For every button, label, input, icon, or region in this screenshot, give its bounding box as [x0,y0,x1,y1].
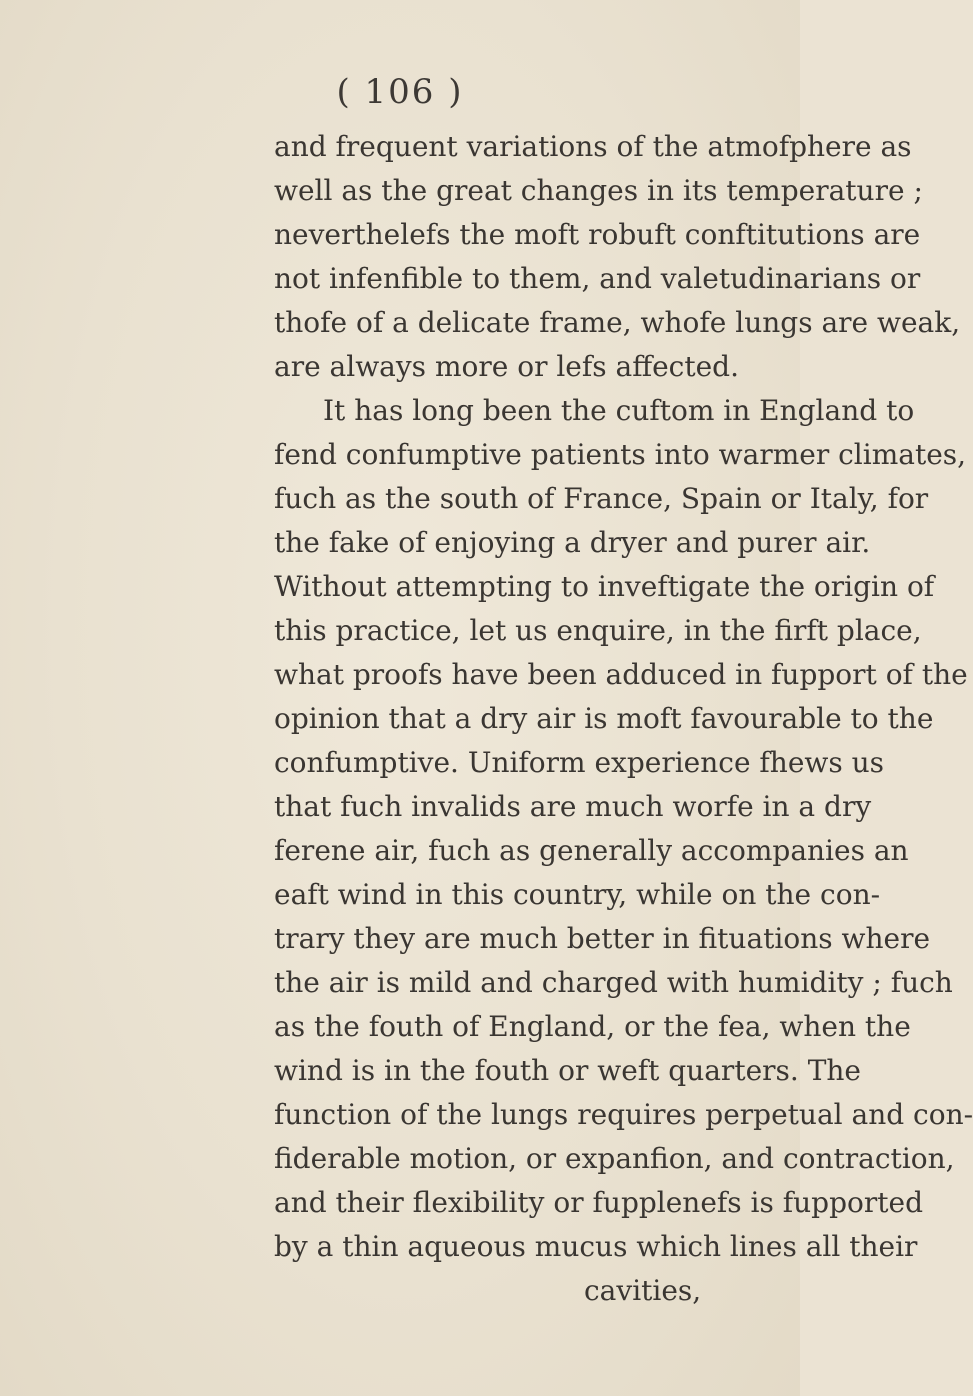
text-line: eaft wind in this country, while on the con- [274,878,881,911]
text-line: opinion that a dry air is moft favourable to the [274,702,934,735]
text-line: fiderable motion, or expanfion, and contraction, [274,1142,955,1175]
text-line: Without attempting to inveftigate the origin of [274,570,935,603]
text-line: the air is mild and charged with humidity ; fuch [274,966,953,999]
page-number: ( 106 ) [336,72,464,112]
catchword: cavities, [584,1274,702,1307]
text-line: this practice, let us enquire, in the firft place, [274,614,922,647]
text-line: not infenfible to them, and valetudinarians or [274,262,921,295]
text-line: confumptive. Uniform experience fhews us [274,746,885,779]
text-line: thofe of a delicate frame, whofe lungs are weak, [274,306,961,339]
text-line: ferene air, fuch as generally accompanies an [274,834,909,867]
text-line: well as the great changes in its temperature ; [274,174,923,207]
text-line: that fuch invalids are much worfe in a dry [274,790,872,823]
text-line: function of the lungs requires perpetual and con- [274,1098,973,1131]
text-line: neverthelefs the moft robuft conftitutions are [274,218,921,251]
text-line: are always more or lefs affected. [274,350,739,383]
text-line: wind is in the fouth or weft quarters. The [274,1054,861,1087]
text-line: fend confumptive patients into warmer climates, [274,438,967,471]
text-line: and their flexibility or fupplenefs is fupported [274,1186,924,1219]
text-line: and frequent variations of the atmofphere as [274,130,912,163]
paragraph-start-line: It has long been the cuftom in England to [323,394,915,427]
text-line: as the fouth of England, or the fea, when the [274,1010,911,1043]
text-line: fuch as the south of France, Spain or Italy, for [274,482,929,515]
text-line: the fake of enjoying a dryer and purer air. [274,526,871,559]
text-line: what proofs have been adduced in fupport of the [274,658,968,691]
text-line: by a thin aqueous mucus which lines all their [274,1230,918,1263]
text-line: trary they are much better in fituations where [274,922,931,955]
